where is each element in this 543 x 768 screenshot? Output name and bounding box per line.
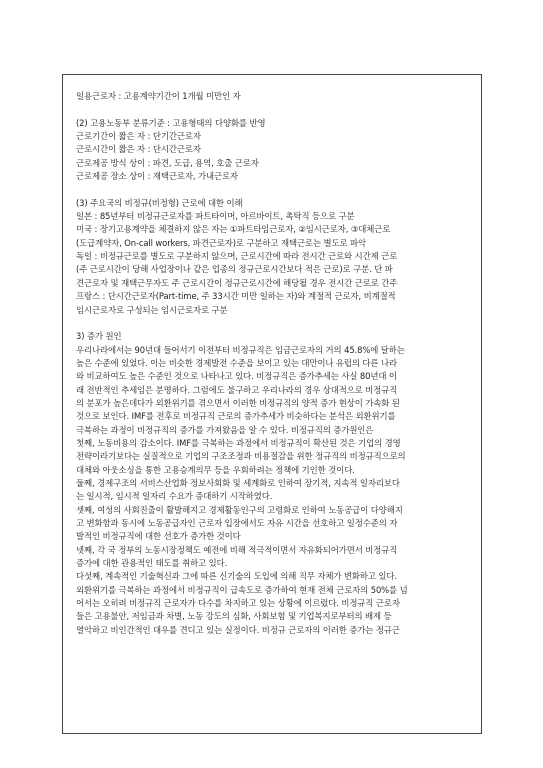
paragraph-line: 전략이라기보다는 실질적으로 기업의 구조조정과 비용절감을 위한 정규직의 비정규직으로의 [76, 451, 406, 462]
paragraph-line: 증가에 대한 관용적인 태도를 취하고 있다. [76, 558, 228, 569]
section2-line: 근로기간이 짧은 자 : 단기간근로자 [76, 131, 201, 142]
section3-line: 임시근로자로 구성되는 임시근로자로 구분 [76, 304, 228, 315]
paragraph-line: 극복하는 과정이 비정규직의 증가를 가져왔음을 알 수 있다. 비정규직의 증가원인은 [76, 424, 374, 435]
section3-line: (주 근로시간이 당해 사업장이나 같은 업종의 정규근로시간보다 적은 근로)로 구분. 단 파 [76, 264, 393, 275]
paragraph-line: 고 변화함과 동시에 노동공급자인 근로자 입장에서도 자유 시간을 선호하고 일정수준의 자 [76, 518, 398, 528]
section3-line: (도급계약자, On-call workers, 파견근로자)로 구분하고 재택근로는 별도로 파악 [76, 237, 366, 248]
section3-line: 일본 : 85년부터 비정규근로자를 파트타이머, 아르바이트, 촉탁직 등으로 구분 [76, 211, 355, 222]
section2-heading: (2) 고용노동부 분류기준 : 고용형태의 다양화를 반영 [76, 117, 266, 128]
paragraph-line: 다섯째, 계속적인 기술혁신과 그에 따른 신기술의 도입에 의해 직무 자체가 변화하고 있다. [76, 571, 397, 582]
section3-line: 미국 : 장기고용계약을 체결하지 않은 자는 ①파트타임근로자, ②임시근로자, ③대체근로 [76, 224, 391, 235]
section3-line: 프랑스 : 단시간근로자(Part-time, 주 33시간 미만 일하는 자)와 계절적 근로자, 비계절적 [76, 291, 396, 302]
paragraph-line: 열악하고 비인간적인 대우를 견디고 있는 실정이다. 비정규 근로자의 이러한 증가는 정규근 [76, 624, 400, 635]
paragraph-line: 발적인 비정규직에 대한 선호가 증가한 것이다 [76, 531, 241, 542]
paragraph-line: 첫째, 노동비용의 감소이다. IMF를 극복하는 과정에서 비정규직이 확산된 것은 기업의 경영 [76, 437, 401, 448]
paragraph-line: 것으로 보인다. IMF를 전후로 비정규직 근로의 증가추세가 비슷하다는 분석은 외환위기를 [76, 411, 396, 422]
paragraph-line: 와 비교하여도 높은 수준인 것으로 나타나고 있다. 비정규직은 증가추세는 사실 80년대 이 [76, 371, 397, 382]
section2-line: 근로제공 방식 상이 : 파견, 도급, 용역, 호출 근로자 [76, 157, 259, 168]
paragraph-line: 둘째, 경제구조의 서비스산업화 정보사회화 및 세계화로 인하여 장기적, 지속적 일자리보다 [76, 477, 400, 488]
paragraph-line: 래 전반적인 추세임은 분명하다. 그럼에도 불구하고 우리나라의 경우 상대적으로 비정규직 [76, 384, 398, 395]
section4-heading: 3) 증가 원인 [76, 331, 122, 342]
intro-line: 일용근로자 : 고용계약기간이 1개월 미만인 자 [76, 91, 241, 101]
section2-line: 근로시간이 짧은 자 : 단시간근로자 [76, 144, 201, 155]
paragraph-line: 어서는 오히려 비정규직 근로자가 다수를 차지하고 있는 상황에 이르렀다. 비정규직 근로자 [76, 598, 400, 609]
section2-line: 근로제공 장소 상이 : 재택근로자, 가내근로자 [76, 171, 238, 182]
section3-line: 독일 : 비정규근로를 별도로 구분하지 않으며, 근로시간에 따라 전시간 근로와 시간제 근로 [76, 251, 398, 262]
paragraph-line: 들은 고용불안, 저임금과 차별, 노동 강도의 심화, 사회보험 및 기업복지로부터의 배제 등 [76, 611, 392, 622]
paragraph-line: 외환위기를 극복하는 과정에서 비정규직이 급속도로 증가하여 현재 전체 근로자의 50%를 넘 [76, 584, 408, 595]
paragraph-line: 의 분포가 높은데다가 외환위기를 겪으면서 이러한 비정규직의 양적 증가 현상이 가속화 된 [76, 397, 400, 408]
document-body [76, 90, 474, 637]
paragraph-line: 우리나라에서는 90년대 들어서기 이전부터 비정규직은 임금근로자의 거의 45.8%에 달하는 [76, 344, 405, 355]
section3-heading: (3) 주요국의 비정규(비정형) 근로에 대한 이해 [76, 197, 243, 208]
section3-line: 견근로자 및 재택근무자도 주 근로시간이 정규근로시간에 해당될 경우 전시간 근로로 간주 [76, 277, 398, 288]
paragraph-line: 높은 수준에 있었다. 이는 비슷한 경제발전 수준을 보이고 있는 대만이나 유럽의 다른 나라 [76, 357, 397, 368]
paragraph-line: 는 일시적, 임시적 일자리 수요가 증대하기 시작하였다. [76, 491, 273, 502]
paragraph-line: 셋째, 여성의 사회진출이 활발해지고 경제활동인구의 고령화로 인하여 노동공급이 다양해지 [76, 504, 403, 515]
paragraph-line: 대체와 아웃소싱을 통한 고용승계의무 등을 우회하려는 정책에 기인한 것이다. [76, 464, 355, 475]
paragraph-line: 넷째, 각 국 정부의 노동시장정책도 예전에 비해 적극적이면서 자유화되어가면서 비정규직 [76, 544, 398, 555]
